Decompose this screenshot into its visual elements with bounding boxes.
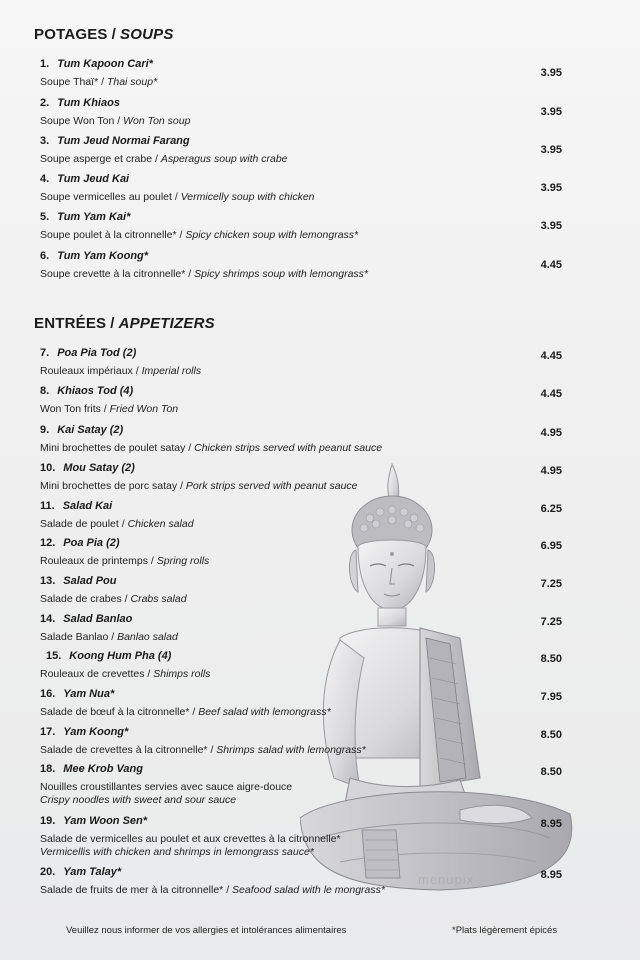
menu-item-price: 3.95 [540, 106, 562, 118]
description-separator: / [177, 480, 186, 492]
menu-item [0, 173, 640, 211]
menu-item [0, 726, 640, 764]
description-en: Imperial rolls [141, 365, 202, 377]
menu-item-price: 3.95 [540, 67, 562, 79]
menu-item-price: 3.95 [540, 220, 562, 232]
description-fr: Salade de poulet [40, 518, 119, 530]
menu-item-name [40, 763, 143, 775]
menu-item-price: 4.45 [540, 388, 562, 400]
menu-item-number: 4. [40, 173, 50, 185]
menu-item-name [40, 866, 121, 878]
description-fr: Rouleaux impériaux [40, 365, 133, 377]
appetizers-section-title [34, 315, 215, 332]
description-fr: Mini brochettes de porc satay [40, 480, 178, 492]
description-en: Chicken strips served with peanut sauce [194, 442, 383, 454]
menu-item-number: 16. [40, 688, 56, 700]
description-en: Won Ton soup [123, 115, 191, 127]
menu-item-title: Kai Satay (2) [57, 424, 124, 436]
menu-item-description [40, 268, 368, 280]
menu-item [0, 500, 640, 538]
menu-item-number: 7. [40, 347, 50, 359]
menu-item-description [40, 442, 382, 454]
description-en: Vermicelly soup with chicken [180, 191, 315, 203]
menu-item [0, 866, 640, 904]
description-en-line: Vermicellis with chicken and shrimps in lemongrass sauce* [40, 846, 314, 858]
menu-item-price: 8.95 [540, 869, 562, 881]
menu-item-description [40, 153, 288, 165]
menu-item [0, 763, 640, 806]
description-en: Thai soup* [106, 76, 158, 88]
menu-item-number: 5. [40, 211, 50, 223]
description-fr: Mini brochettes de poulet satay [40, 442, 186, 454]
menu-item-title: Poa Pia (2) [63, 537, 120, 549]
description-fr: Salade de fruits de mer à la citronnelle* [40, 884, 224, 896]
description-separator: / [185, 268, 195, 280]
menu-item-title: Poa Pia Tod (2) [57, 347, 137, 359]
description-separator: / [98, 76, 107, 88]
menu-item-price: 7.25 [540, 578, 562, 590]
description-fr: Soupe Thaï* [40, 76, 99, 88]
menu-item-number: 13. [40, 575, 56, 587]
menu-item [0, 650, 640, 688]
menu-item-name [46, 650, 171, 662]
description-en: Shimps rolls [153, 668, 211, 680]
menu-item-name [40, 726, 128, 738]
menu-item-name [40, 815, 147, 827]
menu-item [0, 815, 640, 858]
description-fr: Soupe asperge et crabe [40, 153, 153, 165]
menu-item-price: 8.50 [540, 653, 562, 665]
menu-item-title: Tum Yam Kai* [57, 211, 131, 223]
menu-item-title: Salad Pou [63, 575, 117, 587]
menu-item [0, 211, 640, 249]
description-separator: / [114, 115, 124, 127]
description-fr: Soupe Won Ton [40, 115, 115, 127]
menu-item-name [40, 500, 112, 512]
menu-item-description [40, 76, 157, 88]
menu-item-title: Mou Satay (2) [63, 462, 135, 474]
description-en: Spicy shrimps soup with lemongrass* [194, 268, 369, 280]
title-separator: / [111, 26, 117, 43]
description-fr: Rouleaux de crevettes [40, 668, 145, 680]
watermark-text: menupix [418, 872, 475, 887]
menu-item-number: 12. [40, 537, 56, 549]
menu-item-number: 2. [40, 97, 50, 109]
menu-item-price: 4.95 [540, 465, 562, 477]
menu-item-number: 9. [40, 424, 50, 436]
menu-item-description [40, 668, 210, 680]
menu-item-title: Salad Banlao [63, 613, 133, 625]
menu-item-title: Tum Khiaos [57, 97, 120, 109]
menu-item-name [40, 688, 114, 700]
menu-item-description [40, 365, 201, 377]
description-separator: / [171, 191, 181, 203]
description-en: Fried Won Ton [109, 403, 179, 415]
menu-item [0, 58, 640, 96]
menu-item-description [40, 229, 358, 241]
menu-item-number: 15. [46, 650, 62, 662]
description-separator: / [207, 744, 217, 756]
menu-item [0, 688, 640, 726]
menu-item-title: Yam Nua* [63, 688, 115, 700]
menu-item-price: 3.95 [540, 182, 562, 194]
menu-item-title: Yam Talay* [63, 866, 122, 878]
menu-item-price: 8.95 [540, 818, 562, 830]
menu-item [0, 97, 640, 135]
menu-item-price: 8.50 [540, 766, 562, 778]
description-separator: / [147, 555, 157, 567]
menu-item-title: Mee Krob Vang [63, 763, 143, 775]
description-separator: / [185, 442, 195, 454]
menu-item-name [40, 211, 130, 223]
menu-item-number: 17. [40, 726, 56, 738]
menu-item-price: 8.50 [540, 729, 562, 741]
description-fr: Salade de vermicelles au poulet et aux crevettes à la citronnelle* [40, 833, 341, 845]
menu-item-name [40, 58, 153, 70]
menu-item [0, 135, 640, 173]
menu-item-description [40, 115, 190, 127]
menu-item-price: 3.95 [540, 144, 562, 156]
description-fr: Rouleaux de printemps [40, 555, 148, 567]
menu-item-number: 19. [40, 815, 56, 827]
menu-item-description [40, 555, 209, 567]
menu-item-title: Tum Jeud Kai [57, 173, 130, 185]
description-en: Asperagus soup with crabe [160, 153, 288, 165]
description-fr: Soupe vermicelles au poulet [40, 191, 172, 203]
description-fr: Salade Banlao [40, 631, 109, 643]
menu-item-number: 14. [40, 613, 56, 625]
menu-item-description [40, 631, 178, 643]
menu-item-name [40, 97, 120, 109]
menu-item-name [40, 347, 136, 359]
soups-title-en: SOUPS [120, 26, 174, 43]
menu-item-name [40, 250, 148, 262]
description-en: Crabs salad [130, 593, 187, 605]
description-en-line: Crispy noodles with sweet and sour sauce [40, 794, 237, 806]
allergy-note: Veuillez nous informer de vos allergies et intolérances alimentaires [66, 925, 347, 936]
menu-item-price: 7.25 [540, 616, 562, 628]
spicy-note: *Plats légèrement épicés [452, 925, 558, 936]
description-separator: / [118, 518, 128, 530]
menu-item-number: 1. [40, 58, 50, 70]
menu-item-price: 4.95 [540, 427, 562, 439]
description-separator: / [132, 365, 142, 377]
title-separator: / [110, 315, 115, 332]
menu-item-title: Yam Koong* [63, 726, 129, 738]
description-separator: / [108, 631, 118, 643]
description-fr: Salade de bœuf à la citronnelle* [40, 706, 190, 718]
menu-item-name [40, 135, 190, 147]
menu-item-name [40, 613, 132, 625]
menu-item-title: Tum Yam Koong* [57, 250, 149, 262]
menu-item-name [40, 385, 133, 397]
menu-item-description [40, 744, 366, 756]
description-separator: / [100, 403, 110, 415]
menu-item-name [40, 537, 120, 549]
menu-item-number: 20. [40, 866, 56, 878]
description-fr: Salade de crevettes à la citronnelle* [40, 744, 208, 756]
menu-item-title: Tum Jeud Normai Farang [57, 135, 190, 147]
menu-item-title: Koong Hum Pha (4) [69, 650, 172, 662]
menu-item [0, 537, 640, 575]
description-fr: Nouilles croustillantes servies avec sauce aigre-douce [40, 781, 293, 793]
description-en: Beef salad with lemongrass* [198, 706, 331, 718]
description-en: Seafood salad with le mongrass* [232, 884, 385, 896]
menu-item-number: 3. [40, 135, 50, 147]
menu-item [0, 385, 640, 423]
soups-section-title [34, 26, 174, 43]
menu-item-number: 8. [40, 385, 50, 397]
description-separator: / [176, 229, 186, 241]
menu-item-number: 11. [40, 500, 55, 512]
menu-item-number: 10. [40, 462, 56, 474]
menu-item [0, 250, 640, 288]
appetizers-title-fr: ENTRÉES [34, 315, 107, 332]
menu-item [0, 347, 640, 385]
menu-item-description [40, 518, 194, 530]
menu-item-description [40, 191, 315, 203]
menu-item-name [40, 462, 135, 474]
description-separator: / [189, 706, 199, 718]
menu-item-description [40, 480, 358, 492]
menu-item-price: 4.45 [540, 259, 562, 271]
menu-item-price: 6.25 [540, 503, 562, 515]
description-en: Chicken salad [127, 518, 194, 530]
menu-item-name [40, 173, 129, 185]
description-en: Shrimps salad with lemongrass* [216, 744, 366, 756]
menu-item [0, 613, 640, 651]
description-separator: / [152, 153, 161, 165]
description-separator: / [223, 884, 233, 896]
menu-item-description [40, 781, 292, 793]
menu-item-title: Salad Kai [62, 500, 113, 512]
menu-item-description [40, 706, 331, 718]
menu-item-description [40, 403, 178, 415]
description-fr: Soupe poulet à la citronnelle* [40, 229, 177, 241]
menu-item-title: Tum Kapoon Cari* [57, 58, 153, 70]
menu-item-price: 6.95 [540, 540, 562, 552]
menu-item-name [40, 424, 123, 436]
menu-item-number: 6. [40, 250, 50, 262]
menu-item-description [40, 884, 385, 896]
menu-item-title: Khiaos Tod (4) [57, 385, 134, 397]
description-separator: / [121, 593, 131, 605]
description-fr: Won Ton frits [40, 403, 101, 415]
menu-item-description [40, 593, 187, 605]
description-en: Spring rolls [156, 555, 210, 567]
description-fr: Soupe crevette à la citronnelle* [40, 268, 186, 280]
description-separator: / [144, 668, 154, 680]
soups-title-fr: POTAGES [34, 26, 108, 43]
menu-item-price: 7.95 [540, 691, 562, 703]
menu-item-title: Yam Woon Sen* [63, 815, 148, 827]
menu-item [0, 575, 640, 613]
menu-item-description [40, 833, 341, 845]
menu-item-price: 4.45 [540, 350, 562, 362]
description-en: Banlao salad [117, 631, 178, 643]
menu-item-name [40, 575, 116, 587]
menu-item [0, 462, 640, 500]
menu-item-number: 18. [40, 763, 56, 775]
description-fr: Salade de crabes [40, 593, 122, 605]
appetizers-title-en: APPETIZERS [118, 315, 215, 332]
menu-item [0, 424, 640, 462]
description-en: Spicy chicken soup with lemongrass* [185, 229, 359, 241]
description-en: Pork strips served with peanut sauce [185, 480, 358, 492]
